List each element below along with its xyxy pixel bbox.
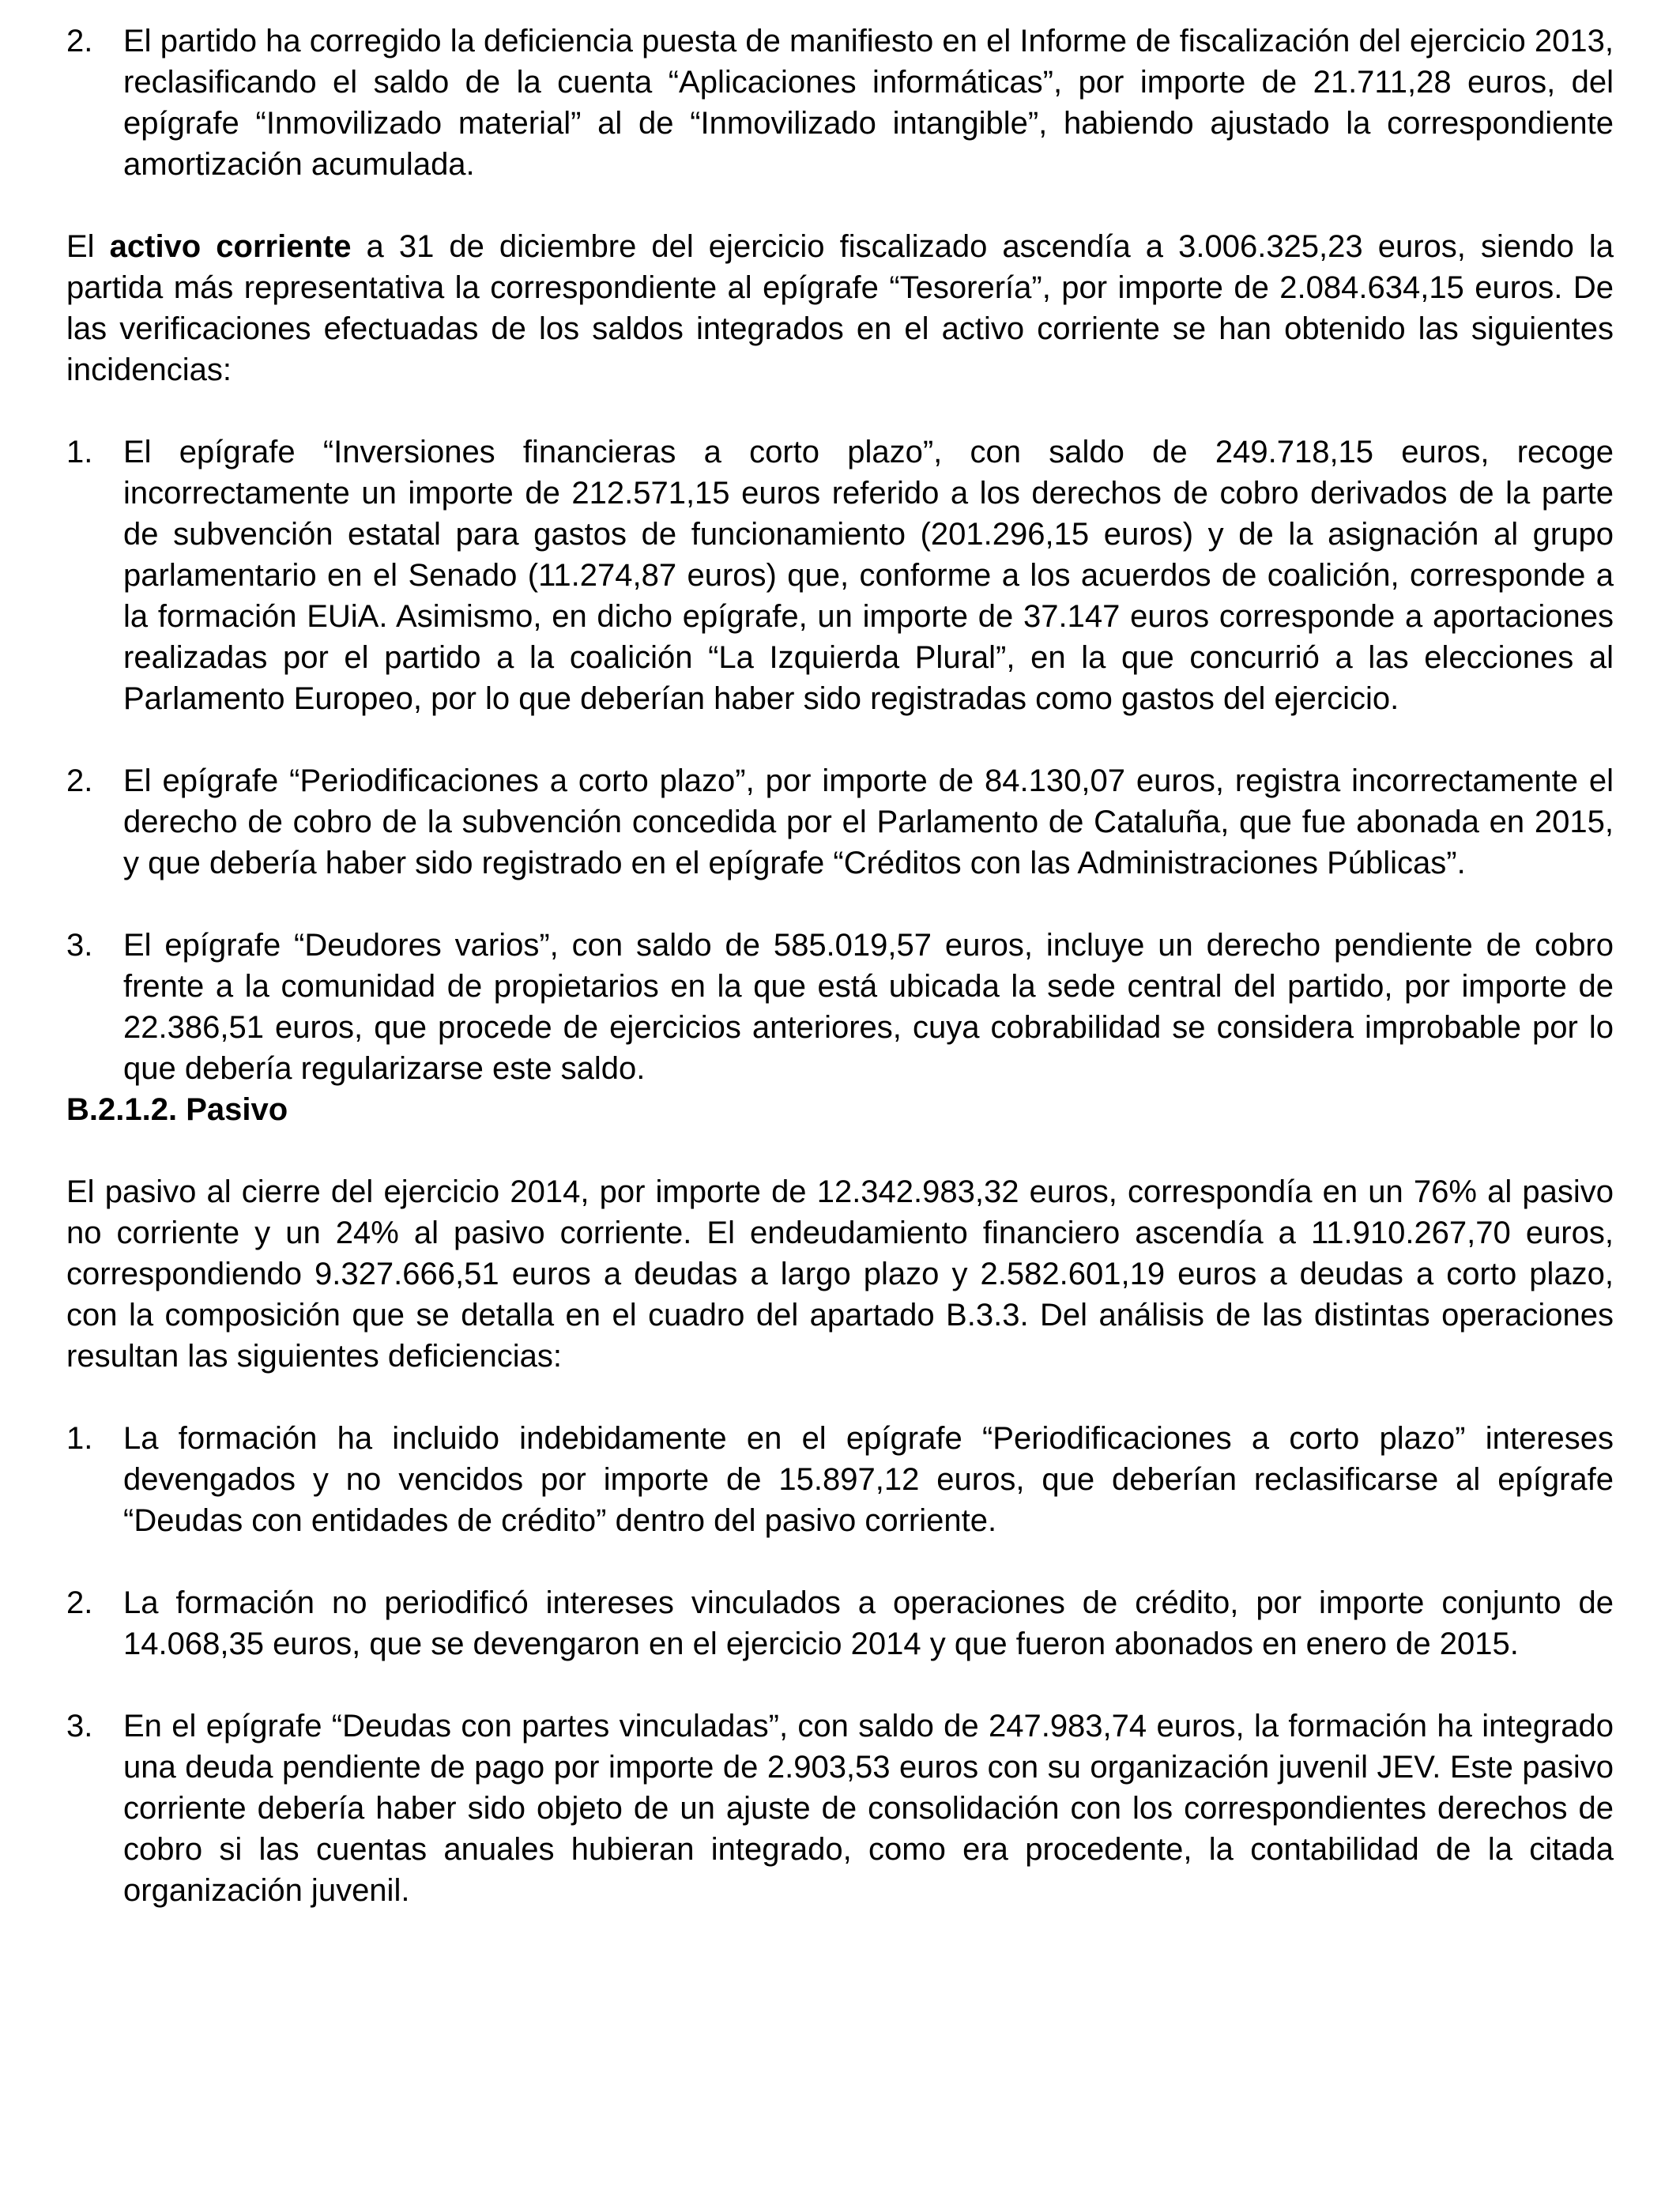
activo-intro-rest: a 31 de diciembre del ejercicio fiscalizado ascendía a 3.006.325,23 euros, siendo la partida más representativa la correspondiente al epígrafe “Tesorería”, por importe de 2.084.634,15 euros. De las verificaciones efectuadas de los saldos integrados en el activo corriente se han obtenido las siguientes incidencias: bbox=[66, 229, 1614, 387]
pasivo-list-item bbox=[66, 1582, 1614, 1664]
pasivo-list-item bbox=[66, 1706, 1614, 1911]
list-number: 1. bbox=[66, 1421, 93, 1456]
list-number: 1. bbox=[66, 435, 93, 469]
list-item-correction bbox=[66, 21, 1614, 185]
activo-intro-prefix: El bbox=[66, 229, 110, 264]
section-heading-pasivo: B.2.1.2. Pasivo bbox=[66, 1092, 288, 1127]
document-page bbox=[66, 21, 1614, 1911]
activo-list-item bbox=[66, 925, 1614, 1089]
pasivo-list-item bbox=[66, 1418, 1614, 1541]
activo-list-item bbox=[66, 760, 1614, 884]
pasivo-intro-paragraph: El pasivo al cierre del ejercicio 2014, por importe de 12.342.983,32 euros, correspondía en un 76% al pasivo no corriente y un 24% al pasivo corriente. El endeudamiento financiero ascendía a 11.910.267,70 euros, correspondiendo 9.327.666,51 euros a deudas a largo plazo y 2.582.601,19 euros a deudas a corto plazo, con la composición que se detalla en el cuadro del apartado B.3.3. Del análisis de las distintas operaciones resultan las siguientes deficiencias: bbox=[66, 1174, 1614, 1374]
list-item-text: La formación ha incluido indebidamente en el epígrafe “Periodificaciones a corto plazo” intereses devengados y no vencidos por importe de 15.897,12 euros, que deberían reclasificarse al epígrafe “Deudas con entidades de crédito” dentro del pasivo corriente. bbox=[123, 1421, 1614, 1538]
list-item-text: En el epígrafe “Deudas con partes vinculadas”, con saldo de 247.983,74 euros, la formación ha integrado una deuda pendiente de pago por importe de 2.903,53 euros con su organización juvenil JEV. Este pasivo corriente debería haber sido objeto de un ajuste de consolidación con los correspondientes derechos de cobro si las cuentas anuales hubieran integrado, como era procedente, la contabilidad de la citada organización juvenil. bbox=[123, 1709, 1614, 1908]
list-number: 3. bbox=[66, 1709, 93, 1744]
activo-intro-bold: activo corriente bbox=[109, 229, 352, 264]
activo-list-item bbox=[66, 432, 1614, 719]
list-number: 2. bbox=[66, 24, 93, 58]
list-item-text: El epígrafe “Inversiones financieras a corto plazo”, con saldo de 249.718,15 euros, recoge incorrectamente un importe de 212.571,15 euros referido a los derechos de cobro derivados de la parte de subvención estatal para gastos de funcionamiento (201.296,15 euros) y de la asignación al grupo parlamentario en el Senado (11.274,87 euros) que, conforme a los acuerdos de coalición, corresponde a la formación EUiA. Asimismo, en dicho epígrafe, un importe de 37.147 euros corresponde a aportaciones realizadas por el partido a la coalición “La Izquierda Plural”, en la que concurrió a las elecciones al Parlamento Europeo, por lo que deberían haber sido registradas como gastos del ejercicio. bbox=[123, 435, 1614, 716]
activo-intro-paragraph bbox=[66, 226, 1614, 390]
list-number: 2. bbox=[66, 1585, 93, 1620]
list-item-text: El epígrafe “Deudores varios”, con saldo de 585.019,57 euros, incluye un derecho pendiente de cobro frente a la comunidad de propietarios en la que está ubicada la sede central del partido, por importe de 22.386,51 euros, que procede de ejercicios anteriores, cuya cobrabilidad se considera improbable por lo que debería regularizarse este saldo. bbox=[123, 928, 1614, 1086]
list-item-text: El partido ha corregido la deficiencia puesta de manifiesto en el Informe de fiscalización del ejercicio 2013, reclasificando el saldo de la cuenta “Aplicaciones informáticas”, por importe de 21.711,28 euros, del epígrafe “Inmovilizado material” al de “Inmovilizado intangible”, habiendo ajustado la correspondiente amortización acumulada. bbox=[123, 24, 1614, 182]
list-item-text: La formación no periodificó intereses vinculados a operaciones de crédito, por importe conjunto de 14.068,35 euros, que se devengaron en el ejercicio 2014 y que fueron abonados en enero de 2015. bbox=[123, 1585, 1614, 1661]
list-item-text: El epígrafe “Periodificaciones a corto plazo”, por importe de 84.130,07 euros, registra incorrectamente el derecho de cobro de la subvención concedida por el Parlamento de Cataluña, que fue abonada en 2015, y que debería haber sido registrado en el epígrafe “Créditos con las Administraciones Públicas”. bbox=[123, 763, 1614, 880]
list-number: 3. bbox=[66, 928, 93, 963]
list-number: 2. bbox=[66, 763, 93, 798]
